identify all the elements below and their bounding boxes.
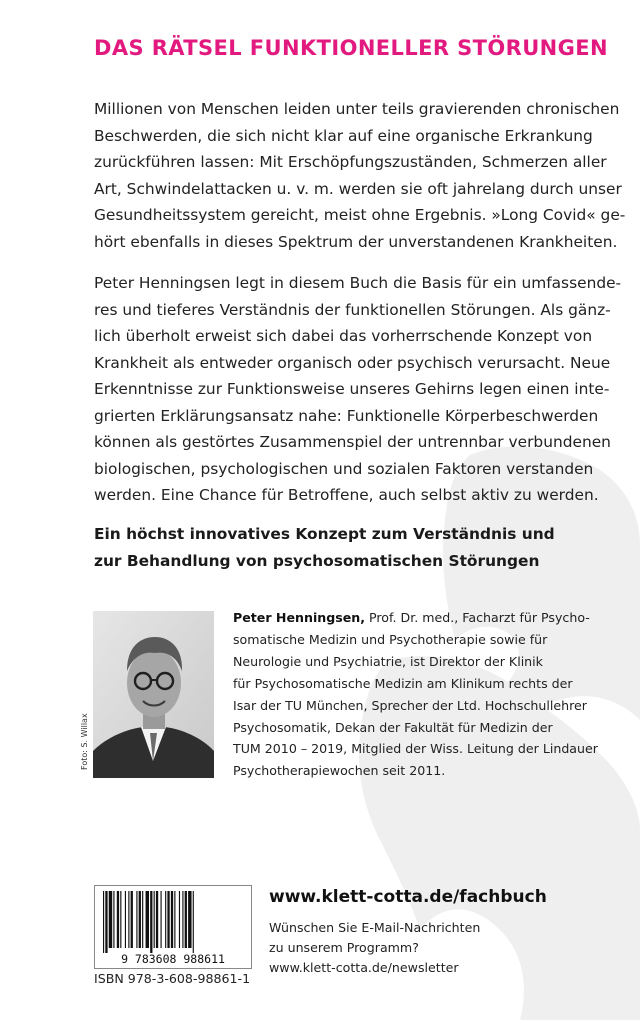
barcode-bar	[120, 891, 121, 948]
barcode-bar	[154, 891, 155, 948]
barcode-bar	[156, 891, 158, 948]
text-line: Peter Henningsen legt in diesem Buch die Basis für ein umfassende-	[94, 274, 622, 292]
lead-statement	[94, 521, 614, 574]
text-line: zur Behandlung von psychosomatischen Störungen	[94, 551, 540, 570]
barcode-bar	[171, 891, 173, 948]
barcode-bars	[95, 886, 251, 968]
text-line: Millionen von Menschen leiden unter teils gravierenden chronischen	[94, 100, 620, 118]
description-paragraph-1	[94, 96, 626, 255]
barcode-bar	[146, 891, 149, 948]
text-line: Gesundheitssystem gereicht, meist ohne Ergebnis. »Long Covid« ge-	[94, 206, 626, 224]
text-line: Art, Schwindelattacken u. v. m. werden sie oft jahrelang durch unser	[94, 179, 622, 198]
barcode-bar	[128, 891, 129, 948]
text-line: Krankheit als entweder organisch oder psychisch verursacht. Neue	[94, 353, 611, 372]
isbn-number: ISBN 978-3-608-98861-1	[94, 971, 251, 986]
barcode-bar	[136, 891, 137, 948]
text-line: Ein höchst innovatives Konzept zum Verständnis und	[94, 525, 555, 543]
barcode-bar	[174, 891, 175, 948]
barcode-bar	[139, 891, 141, 948]
bio-text: Prof. Dr. med., Facharzt für Psycho-	[365, 610, 590, 625]
newsletter-info	[269, 918, 609, 978]
barcode-bar	[179, 891, 180, 948]
barcode-bar	[105, 891, 107, 953]
text-line: biologischen, psychologischen und sozialen Faktoren verstanden	[94, 459, 594, 478]
text-line: für Psychosomatische Medizin am Klinikum rechts der	[233, 675, 573, 691]
text-line: Isar der TU München, Sprecher der Ltd. Hochschullehrer	[233, 697, 587, 713]
text-line: Psychosomatik, Dekan der Fakultät für Medizin der	[233, 719, 553, 735]
author-biography	[233, 607, 613, 782]
barcode-digits: 9 783608 988611	[121, 952, 225, 966]
barcode-bar	[131, 891, 133, 948]
barcode-bar	[117, 891, 119, 948]
barcode-bar	[150, 891, 152, 953]
barcode-bar	[185, 891, 187, 948]
text-line: können als gestörtes Zusammenspiel der untrennbar verbundenen	[94, 433, 611, 451]
barcode-bar	[109, 891, 112, 948]
text-line: Beschwerden, die sich nicht klar auf eine organische Erkrankung	[94, 126, 593, 145]
text-line: werden. Eine Chance für Betroffene, auch selbst aktiv zu werden.	[94, 486, 599, 504]
bio-first-line	[233, 607, 613, 629]
barcode-bar	[125, 891, 126, 948]
barcode-bar	[167, 891, 169, 948]
text-line: somatische Medizin und Psychotherapie sowie für	[233, 631, 548, 647]
text-line: TUM 2010 – 2019, Mitglied der Wiss. Leitung der Lindauer	[233, 741, 598, 757]
author-portrait-illustration	[93, 611, 214, 778]
barcode-bar	[113, 891, 114, 948]
barcode-bar	[142, 891, 143, 948]
text-line: Neurologie und Psychiatrie, ist Direktor der Klinik	[233, 653, 543, 669]
book-headline: DAS RÄTSEL FUNKTIONELLER STÖRUNGEN	[94, 36, 609, 60]
barcode-bar	[193, 891, 194, 953]
author-name: Peter Henningsen,	[233, 610, 366, 625]
text-line: res und tieferes Verständnis der funktionellen Störungen. Als gänz-	[94, 300, 611, 319]
barcode-bar	[182, 891, 183, 948]
text-line: zurückführen lassen: Mit Erschöpfungszuständen, Schmerzen aller	[94, 153, 607, 171]
description-paragraph-2	[94, 270, 622, 509]
text-line: Wünschen Sie E-Mail-Nachrichten	[269, 920, 481, 935]
text-line: lich überholt erweist sich dabei das vorherrschende Konzept von	[94, 327, 593, 345]
publisher-website-link[interactable]: www.klett-cotta.de/fachbuch	[269, 887, 547, 907]
text-line: grierten Erklärungsansatz nahe: Funktionelle Körperbeschwerden	[94, 406, 599, 425]
newsletter-link[interactable]: www.klett-cotta.de/newsletter	[269, 960, 459, 975]
photo-credit: Foto: S. Willax	[80, 713, 89, 770]
barcode-bar	[161, 891, 162, 948]
barcode	[94, 885, 252, 969]
barcode-bar	[188, 891, 191, 948]
text-line: hört ebenfalls in dieses Spektrum der unverstandenen Krankheiten.	[94, 232, 618, 251]
barcode-bar	[165, 891, 166, 948]
author-photo	[93, 611, 214, 778]
text-line: Erkenntnisse zur Funktionsweise unseres Gehirns legen einen inte-	[94, 380, 610, 398]
text-line: Psychotherapiewochen seit 2011.	[233, 763, 446, 779]
text-line: zu unserem Programm?	[269, 940, 419, 955]
barcode-bar	[103, 891, 104, 953]
